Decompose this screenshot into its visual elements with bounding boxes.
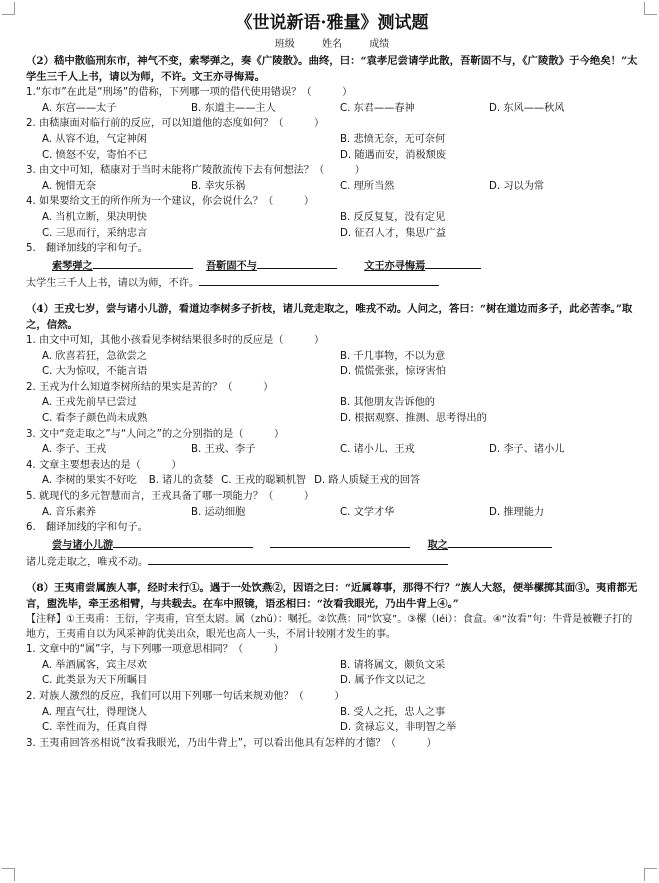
option: B. 请将属文，颇负文采: [340, 659, 446, 671]
answer-blank[interactable]: [448, 536, 552, 548]
question: 5. 翻译加线的字和句子。: [26, 243, 148, 255]
option: D. 征召人才，集思广益: [340, 227, 447, 239]
passage-4: （4）王戎七岁，尝与诸小儿游，看道边李树多子折枝，诸儿竞走取之，唯戎不动。人问之，答曰：“树在道边而多子，此必苦李。”取之，信然。: [26, 302, 633, 331]
options: [26, 148, 638, 164]
answer-blank[interactable]: [425, 257, 481, 269]
question: 1.“东市”在此是“刑场”的借称，下列哪一项的借代使用错误？（ ）: [26, 87, 353, 99]
options: [26, 179, 638, 195]
option: D. 东风——秋风: [489, 102, 565, 114]
answer-blank[interactable]: [257, 257, 337, 269]
option: B. 反反复复，没有定见: [340, 211, 446, 223]
question: 2. 由嵇康面对临行前的反应，可以知道他的态度如何？（ ）: [26, 118, 325, 130]
option: B. 诸儿的贪婪: [148, 475, 214, 487]
answer-blank[interactable]: [113, 536, 253, 548]
translate-phrase: 吾靳固不与: [206, 260, 257, 272]
option: C. 诸小儿、王戎: [340, 444, 415, 456]
question: 4. 文章主要想表达的是（ ）: [26, 459, 182, 471]
option: A. 王戎先前早已尝过: [42, 397, 137, 409]
option: B. 其他朋友告诉他的: [340, 397, 435, 409]
option: A. 理直气壮，得理饶人: [42, 706, 147, 718]
answer-blank[interactable]: [148, 553, 448, 565]
options: [26, 349, 638, 365]
options: [26, 473, 638, 489]
translation-row: [26, 257, 638, 275]
option: A. 从容不迫，气定神闲: [42, 133, 147, 145]
question: 2. 王戎为什么知道李树所结的果实是苦的？（ ）: [26, 381, 274, 393]
question: 6. 翻译加线的字和句子。: [26, 522, 148, 534]
translate-sentence: 太学生三千人上书，请以为师，不许。: [26, 278, 200, 290]
answer-blank[interactable]: [93, 257, 193, 269]
class-label: 班级: [274, 39, 295, 50]
translate-phrase: 文王亦寻悔焉: [364, 260, 426, 272]
page-title: 《世说新语·雅量》测试题: [235, 13, 429, 33]
options: [26, 210, 638, 226]
option: C. 东君——春神: [340, 102, 415, 114]
option: C. 三思而行，采纳忠言: [42, 227, 148, 239]
passage-2: （2）嵇中散临刑东市，神气不变，索琴弹之，奏《广陵散》。曲终，曰：“袁孝尼尝请学此散，吾靳固不与，《广陵散》于今绝矣！”太学生三千人上书，请以为师，不许。文王亦寻悔焉。: [26, 55, 638, 83]
translate-phrase: 索琴弹之: [52, 260, 93, 272]
options: [26, 442, 638, 458]
option: B. 千几事物，不以为意: [340, 350, 446, 362]
question: 5. 就现代的多元智慧而言，王戎具备了哪一项能力？（ ）: [26, 491, 315, 503]
option: D. 贪禄忘义，非明智之举: [340, 722, 457, 734]
options: [26, 411, 638, 427]
corner-mark: [644, 868, 657, 881]
translation-row: [26, 536, 638, 554]
corner-mark: [2, 2, 15, 15]
question: 4. 如果要给文王的所作所为一个建议，你会说什么？（ ）: [26, 196, 315, 208]
option: A. 欣喜若狂，急欲尝之: [42, 350, 147, 362]
options: [26, 673, 638, 689]
option: C. 此类景为天下所瞩目: [42, 675, 148, 687]
name-label: 姓名: [322, 39, 342, 50]
option: D. 推理能力: [489, 506, 545, 518]
option: A. 李子、王戎: [42, 444, 107, 456]
options: [26, 395, 638, 411]
options: [26, 505, 638, 521]
option: D. 根据观察、推测、思考得出的: [340, 413, 487, 425]
option: A. 东宫——太子: [42, 102, 117, 114]
corner-mark: [644, 2, 657, 15]
annotation-note: 【注释】①王夷甫：王衍，字夷甫，官至太尉。属（zhǔ）：嘱托。②饮燕：同“饮宴”。③樏（léi）：食盒。④“汝看”句：牛背是被鞭子打的地方，王夷甫自以为风采神韵优美出众，眼光也高人一头，不屑计较刚才发生的事。: [26, 614, 633, 641]
option: B. 受人之托，忠人之事: [340, 706, 446, 718]
options: [26, 132, 638, 148]
score-label: 成绩: [369, 39, 390, 50]
option: C. 看李子颜色尚未成熟: [42, 413, 148, 425]
option: A. 举酒属客，宾主尽欢: [42, 659, 147, 671]
option: D. 李子、诸小儿: [489, 444, 565, 456]
option: D. 随遇而安，消极颓废: [340, 149, 447, 161]
corner-mark: [2, 868, 15, 881]
document-page: [26, 6, 638, 751]
question: 1. 由文中可知，其他小孩看见李树结果很多时的反应是（ ）: [26, 335, 325, 347]
options: [26, 226, 638, 242]
translation-row: [26, 274, 638, 292]
options: [26, 720, 638, 736]
translation-row: [26, 553, 638, 571]
question: 3. 王夷甫回答丞相说“汝看我眼光，乃出牛背上”，可以看出他具有怎样的才德？（ ）: [26, 737, 437, 749]
option: D. 路人质疑王戎的回答: [314, 475, 421, 487]
options: [26, 705, 638, 721]
option: B. 王戎、李子: [191, 444, 256, 456]
translate-phrase: 取之: [427, 539, 448, 551]
option: B. 幸灾乐祸: [191, 180, 246, 192]
question: 1. 文章中的“属”字，与下列哪一项意思相同？（ ）: [26, 644, 284, 656]
option: A. 音乐素养: [42, 506, 97, 518]
options: [26, 101, 638, 117]
options: [26, 658, 638, 674]
question: 3. 由文中可知，嵇康对于当时未能将广陵散流传下去有何想法？（ ）: [26, 165, 365, 177]
option: C. 愤怒不安，寄怕不已: [42, 149, 148, 161]
option: C. 大为惊叹，不能言语: [42, 366, 148, 378]
question: 3. 文中“竞走取之”与“人问之”的之分别指的是（ ）: [26, 428, 285, 440]
option: C. 理所当然: [340, 180, 395, 192]
option: B. 运动细胞: [191, 506, 246, 518]
translate-phrase: 尝与诸小儿游: [52, 539, 114, 551]
translate-sentence: 诸儿竞走取之，唯戎不动。: [26, 557, 149, 569]
option: C. 文学才华: [340, 506, 395, 518]
passage-8: （8）王夷甫尝属族人事，经时未行①。遇于一处饮燕②，因语之曰：“近属尊事，那得不行？”族人大怒，便举樏掷其面③。夷甫都无言，盥洗毕，牵王丞相臂，与共载去。在车中照镜，语丞相曰：“汝看我眼光，乃出牛背上④。”: [26, 582, 638, 610]
student-info: [26, 38, 638, 52]
option: D. 属予作文以记之: [340, 675, 426, 687]
option: C. 幸性而为，任真自得: [42, 722, 148, 734]
answer-blank[interactable]: [270, 536, 410, 548]
options: [26, 364, 638, 380]
option: A. 当机立断，果决明快: [42, 211, 147, 223]
option: B. 东道主——主人: [191, 102, 276, 114]
option: D. 慌慌张张，惊讶害怕: [340, 366, 447, 378]
option: A. 李树的果实不好吃: [42, 475, 137, 487]
option: D. 习以为常: [489, 180, 545, 192]
option: B. 悲愤无奈，无可奈何: [340, 133, 446, 145]
option: A. 惋惜无奈: [42, 180, 97, 192]
option: C. 王戎的聪颖机智: [221, 475, 307, 487]
answer-blank[interactable]: [199, 274, 439, 286]
question: 2. 对族人激烈的反应，我们可以用下列哪一句话来规劝他？（ ）: [26, 690, 345, 702]
